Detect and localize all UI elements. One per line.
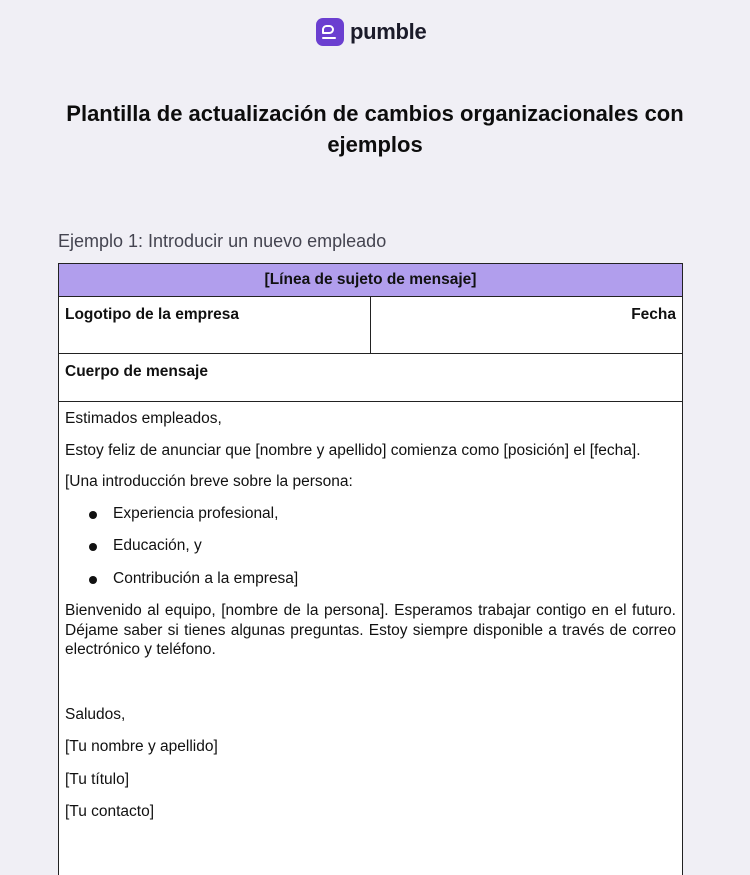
body-row xyxy=(59,402,683,875)
bullet-icon xyxy=(89,511,97,519)
closing: Saludos, xyxy=(65,705,126,723)
body-label-row xyxy=(59,354,683,402)
company-logo-cell: Logotipo de la empresa xyxy=(59,297,371,354)
bullet-list xyxy=(65,504,676,589)
signature-title: [Tu título] xyxy=(65,770,130,788)
subject-row xyxy=(59,264,683,297)
body-label-cell: Cuerpo de mensaje xyxy=(59,354,683,402)
intro: [Una introducción breve sobre la persona: xyxy=(65,473,353,490)
bullet-icon xyxy=(89,576,97,584)
pumble-logo-icon xyxy=(316,18,344,46)
logo-date-row xyxy=(59,297,683,354)
example-heading: Ejemplo 1: Introducir un nuevo empleado xyxy=(58,231,387,251)
body-cell xyxy=(59,402,683,875)
signature-name: [Tu nombre y apellido] xyxy=(65,738,218,755)
list-item-text: Educación, y xyxy=(113,537,202,554)
list-item-text: Experiencia profesional, xyxy=(113,504,279,522)
signature-contact: [Tu contacto] xyxy=(65,803,155,820)
date-cell: Fecha xyxy=(371,297,683,354)
list-item xyxy=(65,504,676,524)
page-title: Plantilla de actualización de cambios organizacionales con ejemplos xyxy=(66,101,684,157)
template-table xyxy=(58,263,683,875)
signature-block xyxy=(65,705,676,822)
brand-name: pumble xyxy=(350,18,427,44)
pumble-logo xyxy=(316,17,426,46)
list-item xyxy=(65,569,676,589)
bullet-icon xyxy=(89,543,97,551)
greeting: Estimados empleados, xyxy=(65,410,222,427)
announcement: Estoy feliz de anunciar que [nombre y apellido] comienza como [posición] el [fecha]. xyxy=(65,441,641,459)
list-item-text: Contribución a la empresa] xyxy=(113,569,299,587)
list-item xyxy=(65,536,676,556)
welcome-paragraph: Bienvenido al equipo, [nombre de la persona]. Esperamos trabajar contigo en el futuro. Déjame saber si tienes algunas preguntas. Estoy siempre disponible a través de correo electrónico y teléfono. xyxy=(65,602,676,658)
subject-line-cell: [Línea de sujeto de mensaje] xyxy=(59,264,683,297)
